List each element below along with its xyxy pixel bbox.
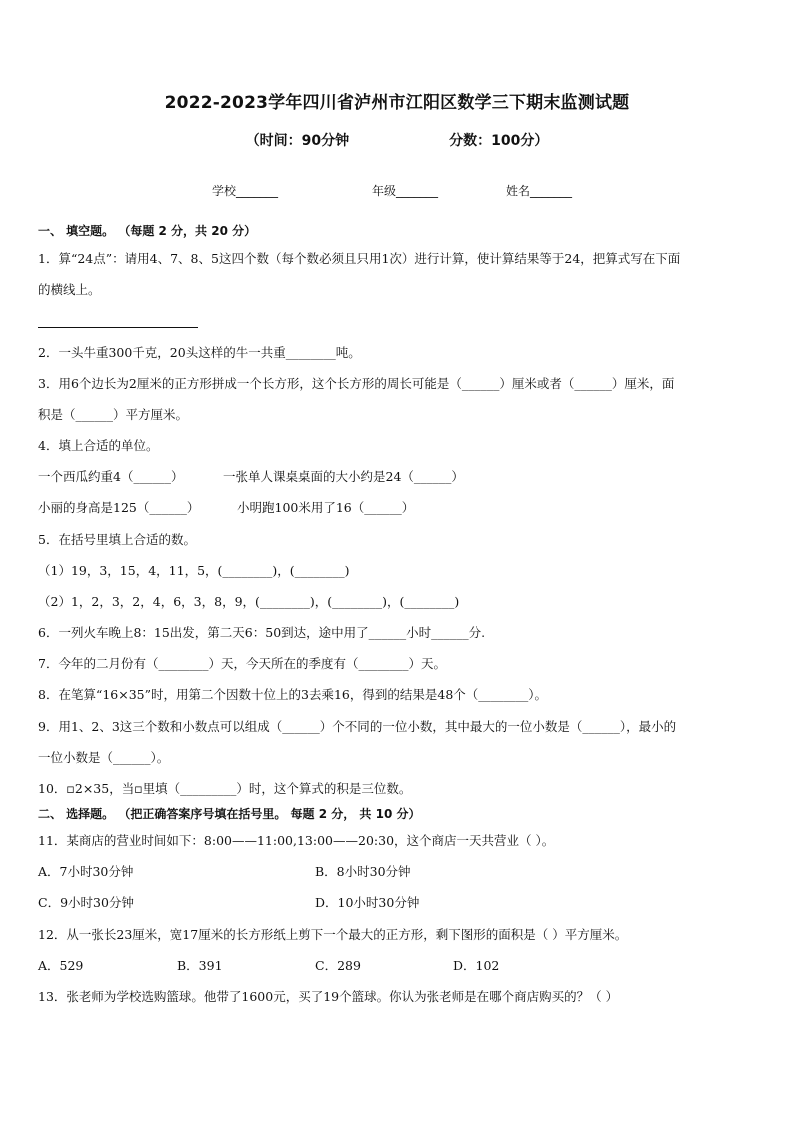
question-5: 5．在括号里填上合适的数。 <box>38 532 196 547</box>
question-4b: 一张单人课桌桌面的大小约是24（______） <box>223 469 464 484</box>
section-1-heading: 一、 填空题。 （每题 2 分，共 20 分） <box>38 224 257 238</box>
question-4d: 小明跑100米用了16（______） <box>237 500 415 515</box>
question-9-line-2: 一位小数是（______）。 <box>38 750 170 765</box>
question-3-line-2: 积是（______）平方厘米。 <box>38 407 189 422</box>
question-11-option-b[interactable]: B．8小时30分钟 <box>315 864 411 879</box>
question-1-line-2: 的横线上。 <box>38 282 101 297</box>
answer-line[interactable] <box>38 327 198 328</box>
grade-field[interactable]: 年级_______ <box>372 184 439 198</box>
question-11-option-c[interactable]: C．9小时30分钟 <box>38 895 134 910</box>
question-12-option-d[interactable]: D．102 <box>453 958 500 973</box>
page-title: 2022-2023学年四川省泸州市江阳区数学三下期末监测试题 <box>164 93 630 113</box>
question-3-line-1: 3．用6个边长为2厘米的正方形拼成一个长方形，这个长方形的周长可能是（______）厘米或者（______）厘米，面 <box>38 376 675 391</box>
question-10: 10．▫2×35，当▫里填（_________）时，这个算式的积是三位数。 <box>38 781 412 796</box>
question-12-option-b[interactable]: B．391 <box>177 958 223 973</box>
exam-meta <box>0 130 794 150</box>
question-7: 7．今年的二月份有（________）天，今天所在的季度有（________）天。 <box>38 656 446 671</box>
question-12-option-a[interactable]: A．529 <box>38 958 84 973</box>
question-11: 11．某商店的营业时间如下：8:00——11:00,13:00——20:30，这个商店一天共营业（ ）。 <box>38 833 555 848</box>
question-5-2: （2）1，2，3，2，4，6，3，8，9，(________)，(________)，(________) <box>38 594 460 609</box>
school-field[interactable]: 学校_______ <box>212 184 279 198</box>
total-score: 分数：100分） <box>449 133 549 149</box>
question-2: 2．一头牛重300千克，20头这样的牛一共重________吨。 <box>38 345 361 360</box>
question-5-1: （1）19，3，15，4，11，5，(________)，(________) <box>38 563 350 578</box>
question-4c: 小丽的身高是125（______） <box>38 500 200 515</box>
question-9-line-1: 9．用1、2、3这三个数和小数点可以组成（______）个不同的一位小数，其中最大的一位小数是（______），最小的 <box>38 719 677 734</box>
question-4a: 一个西瓜约重4（______） <box>38 469 184 484</box>
question-13: 13．张老师为学校选购篮球。他带了1600元，买了19个篮球。你认为张老师是在哪个商店购买的？（ ） <box>38 989 619 1004</box>
name-field[interactable]: 姓名_______ <box>506 184 573 198</box>
question-4: 4．填上合适的单位。 <box>38 438 159 453</box>
question-1-line-1: 1．算“24点”：请用4、7、8、5这四个数（每个数必须且只用1次）进行计算，使计算结果等于24，把算式写在下面 <box>38 251 681 266</box>
section-2-heading: 二、 选择题。 （把正确答案序号填在括号里。 每题 2 分， 共 10 分） <box>38 807 421 821</box>
time-limit: （时间：90分钟 <box>245 133 350 149</box>
question-12: 12．从一张长23厘米，宽17厘米的长方形纸上剪下一个最大的正方形，剩下图形的面积是（ ）平方厘米。 <box>38 927 628 942</box>
question-6: 6．一列火车晚上8：15出发，第二天6：50到达，途中用了______小时______分. <box>38 625 486 640</box>
question-12-option-c[interactable]: C．289 <box>315 958 361 973</box>
question-8: 8．在笔算“16×35”时，用第二个因数十位上的3去乘16，得到的结果是48个（________）。 <box>38 687 548 702</box>
question-11-option-a[interactable]: A．7小时30分钟 <box>38 864 134 879</box>
question-11-option-d[interactable]: D．10小时30分钟 <box>315 895 420 910</box>
